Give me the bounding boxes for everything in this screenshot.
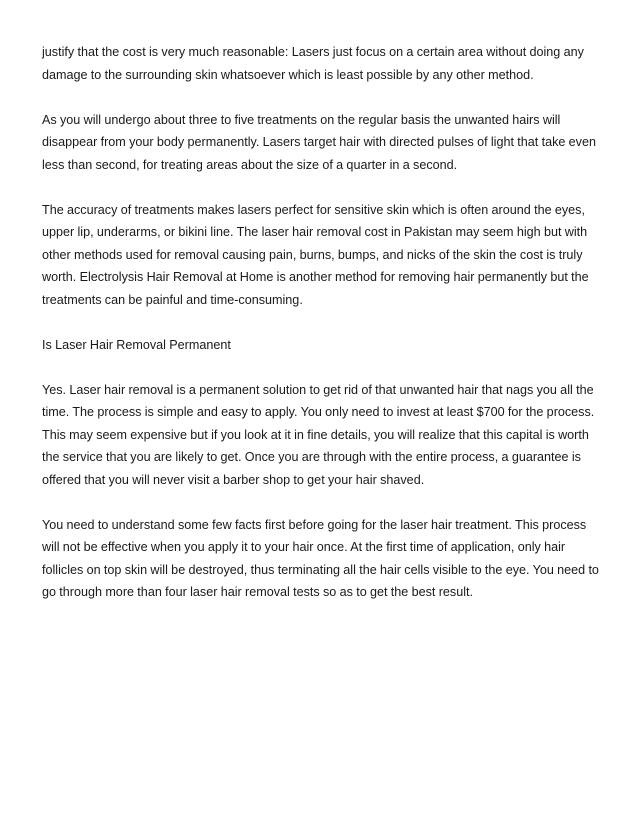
paragraph-permanent-solution: Yes. Laser hair removal is a permanent solution to get rid of that unwanted hair that nags you all the time. The process is simple and easy to apply. You only need to invest at least $700 for the process. This may seem expensive but if you look at it in fine details, you will realize that this capital is worth the service that you are likely to get. Once you are through with the entire process, a guarantee is offered that you will never visit a barber shop to get your hair shaved. — [42, 382, 595, 487]
paragraph-facts-before-treatment: You need to understand some few facts first before going for the laser hair treatment. This process will not be effective when you apply it to your hair once. At the first time of application, only hair follicles on top skin will be destroyed, thus terminating all the hair cells visible to the eye. You need to go through more than four laser hair removal tests so as to get the best result. — [42, 517, 599, 599]
section-heading-permanence: Is Laser Hair Removal Permanent — [42, 337, 231, 352]
paragraph-treatment-accuracy: The accuracy of treatments makes lasers perfect for sensitive skin which is often around the eyes, upper lip, underarms, or bikini line. The laser hair removal cost in Pakistan may seem high but with other methods used for removal causing pain, burns, bumps, and nicks of the skin the cost is truly worth. Electrolysis Hair Removal at Home is another method for removing hair permanently but the treatments can be painful and time-consuming. — [42, 202, 589, 307]
paragraph-treatment-sessions: As you will undergo about three to five treatments on the regular basis the unwanted hairs will disappear from your body permanently. Lasers target hair with directed pulses of light that take even less than second, for treating areas about the size of a quarter in a second. — [42, 112, 596, 172]
paragraph-cost-justification: justify that the cost is very much reasonable: Lasers just focus on a certain area without doing any damage to the surrounding skin whatsoever which is least possible by any other method. — [42, 45, 584, 82]
document-body — [42, 41, 600, 626]
